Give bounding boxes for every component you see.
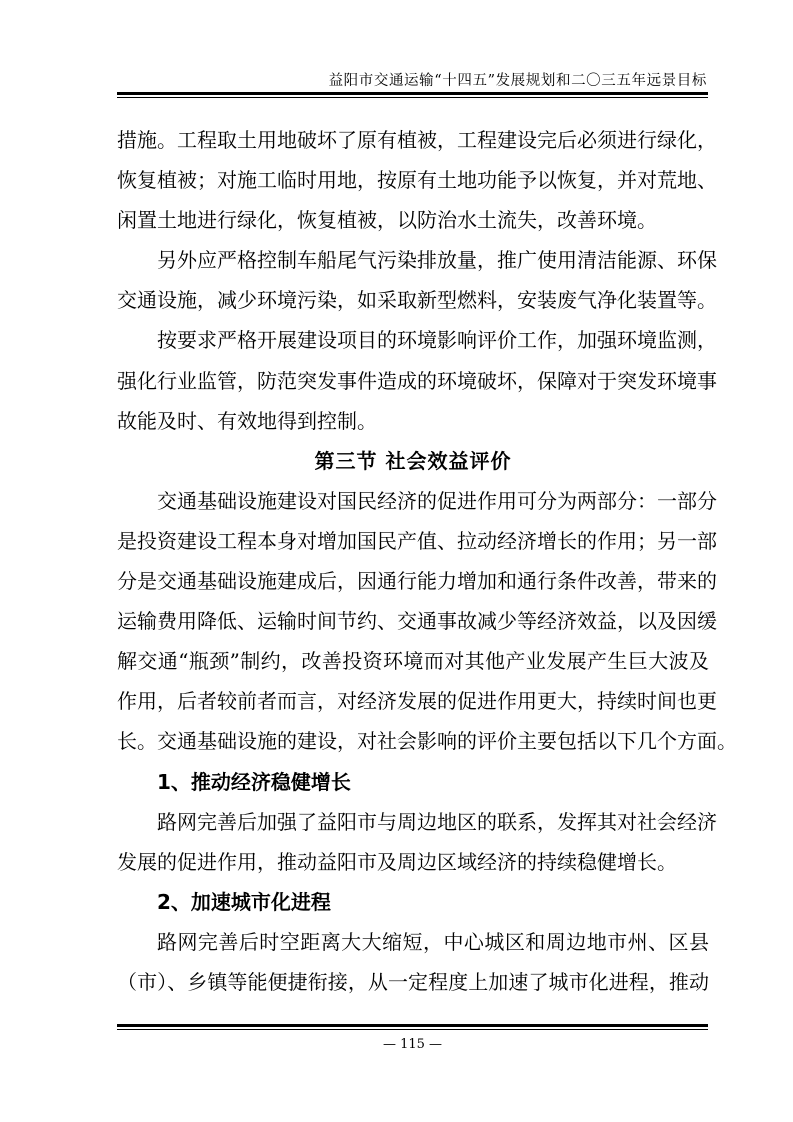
text-line: 是投资建设工程本身对增加国民产值、拉动经济增长的作用；另一部 xyxy=(117,528,717,553)
paragraph xyxy=(117,120,717,240)
text-line: 强化行业监管，防范突发事件造成的环境破坏，保障对于突发环境事 xyxy=(117,368,717,393)
text-line: 另外应严格控制车船尾气污染排放量，推广使用清洁能源、环保 xyxy=(157,248,717,273)
text-line: 解交通“瓶颈”制约，改善投资环境而对其他产业发展产生巨大波及 xyxy=(117,649,709,674)
text-line: 路网完善后加强了益阳市与周边地区的联系，发挥其对社会经济 xyxy=(157,809,717,834)
text-line: 故能及时、有效地得到控制。 xyxy=(117,408,377,433)
text-line: 分是交通基础设施建成后，因通行能力增加和通行条件改善，带来的 xyxy=(117,569,717,594)
text-line: 措施。工程取土用地破坏了原有植被，工程建设完后必须进行绿化， xyxy=(117,128,717,152)
footer-divider xyxy=(117,1024,708,1027)
text-line: 长。交通基础设施的建设，对社会影响的评价主要包括以下几个方面。 xyxy=(117,729,737,754)
document-body xyxy=(117,120,737,1002)
text-line: 作用，后者较前者而言，对经济发展的促进作用更大，持续时间也更 xyxy=(117,689,717,714)
document-title: 益阳市交通运输“十四五”发展规划和二〇三五年远景目标 xyxy=(328,73,707,89)
text-line: 闲置土地进行绿化，恢复植被，以防治水土流失，改善环境。 xyxy=(117,208,657,233)
paragraph xyxy=(117,481,737,762)
subheading: 1、推动经济稳健增长 xyxy=(157,769,351,794)
text-line: 发展的促进作用，推动益阳市及周边区域经济的持续稳健增长。 xyxy=(117,849,677,874)
text-line: （市）、乡镇等能便捷衔接，从一定程度上加速了城市化进程，推动 xyxy=(117,969,709,994)
text-line: 交通设施，减少环境污染，如采取新型燃料，安装废气净化装置等。 xyxy=(117,288,717,313)
text-line: 交通基础设施建设对国民经济的促进作用可分为两部分：一部分 xyxy=(157,488,717,513)
subheading: 2、加速城市化进程 xyxy=(157,889,331,914)
section-heading: 第三节 社会效益评价 xyxy=(314,448,512,473)
text-line: 恢复植被；对施工临时用地，按原有土地功能予以恢复，并对荒地、 xyxy=(117,168,717,193)
paragraph xyxy=(117,802,717,882)
text-line: 路网完善后时空距离大大缩短，中心城区和周边地市州、区县 xyxy=(157,929,709,954)
footer-divider-thin xyxy=(117,1029,708,1030)
paragraph xyxy=(117,922,709,1002)
page-number: — 115 — xyxy=(382,1037,443,1052)
header-divider xyxy=(117,92,708,95)
header-divider-thin xyxy=(117,97,708,98)
text-line: 运输费用降低、运输时间节约、交通事故减少等经济效益，以及因缓 xyxy=(117,609,717,634)
paragraph xyxy=(117,240,717,320)
text-line: 按要求严格开展建设项目的环境影响评价工作，加强环境监测， xyxy=(157,328,717,353)
paragraph xyxy=(117,320,717,440)
